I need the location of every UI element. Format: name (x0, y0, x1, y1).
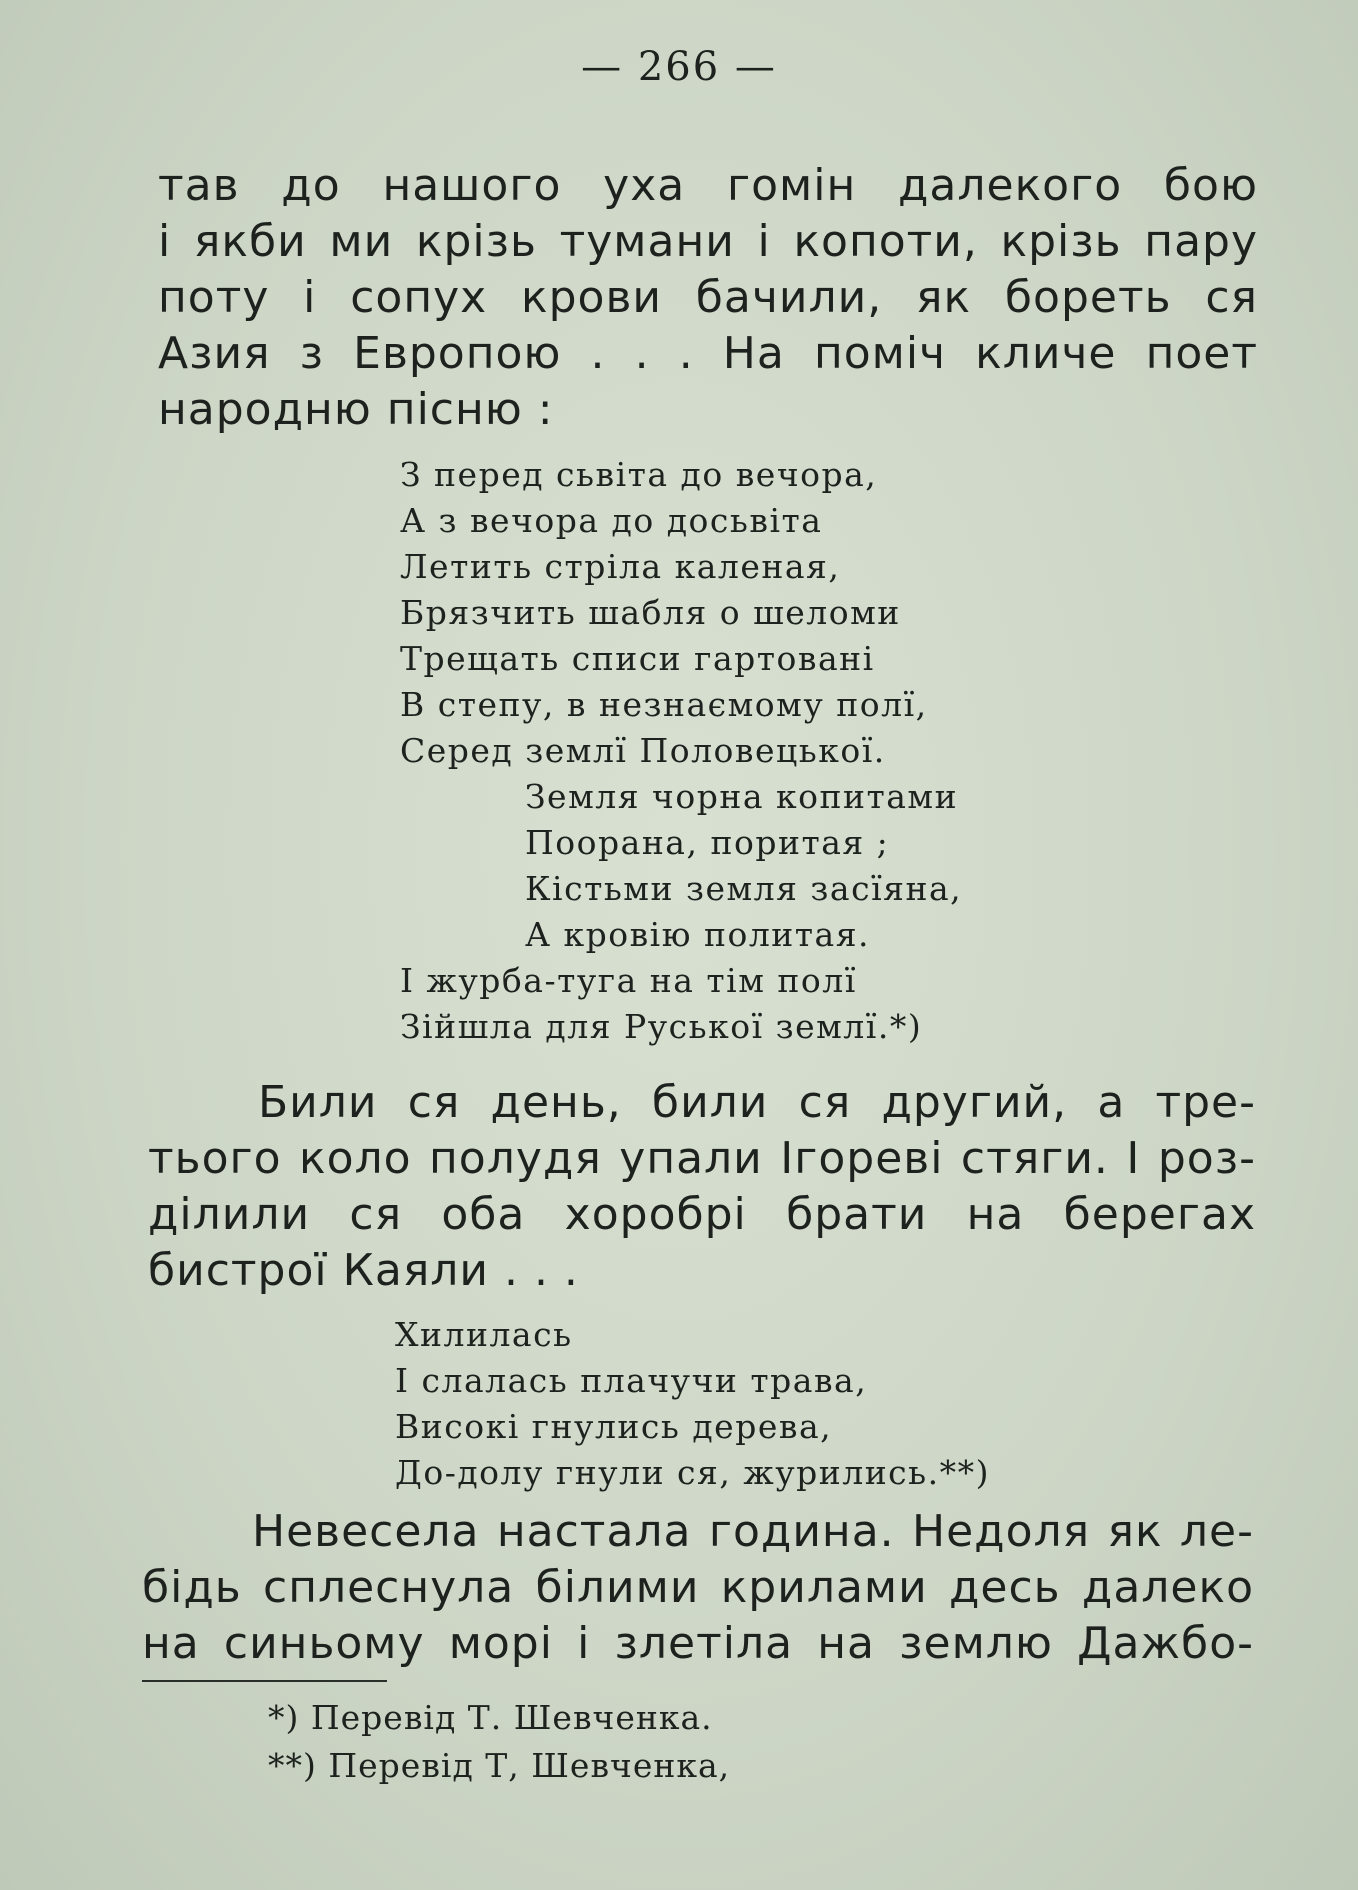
text-line: народню пісню : (158, 384, 554, 435)
verse-line: В степу, в незнаємому полї, (400, 685, 928, 724)
poem-excerpt-2 (395, 1312, 990, 1496)
verse-line: Високі гнулись дерева, (395, 1407, 833, 1446)
paragraph-1 (158, 158, 1258, 438)
verse-line: Поорана, поритая ; (525, 823, 890, 862)
text-line: бідь сплеснула білими крилами десь далеко (142, 1562, 1254, 1613)
text-line: тав до нашого уха гомін далекого бою (158, 160, 1258, 211)
verse-line: З перед сьвіта до вечора, (400, 455, 878, 494)
text-line: поту і сопух крови бачили, як бореть ся (158, 272, 1258, 323)
paragraph-2 (148, 1075, 1256, 1299)
paragraph-3 (142, 1504, 1254, 1672)
verse-line: Земля чорна копитами (525, 777, 959, 816)
text-line: на синьому морі і злетіла на землю Дажбо- (142, 1618, 1254, 1669)
footnotes (268, 1694, 730, 1790)
footnote: **) Перевід Т, Шевченка, (268, 1746, 731, 1785)
poem-excerpt-1 (400, 452, 962, 1050)
verse-line: Летить стріла каленая, (400, 547, 841, 586)
verse-line: Кістьми земля засїяна, (525, 869, 963, 908)
text-line: Невесела настала година. Недоля як ле- (252, 1506, 1254, 1557)
text-line: бистрої Каяли . . . (148, 1245, 579, 1296)
verse-line: Трещать списи гартовані (400, 639, 875, 678)
verse-line: А кровію политая. (525, 915, 871, 954)
verse-line: Хилилась (395, 1315, 573, 1354)
text-line: Азия з Европою . . . На поміч кличе поет (158, 328, 1258, 379)
footnote: *) Перевід Т. Шевченка. (268, 1698, 713, 1737)
verse-line: Брязчить шабля о шеломи (400, 593, 901, 632)
text-line: тього коло полудя упали Ігореві стяги. І роз- (148, 1133, 1256, 1184)
verse-line: До-долу гнули ся, журились.**) (395, 1453, 990, 1492)
text-line: ділили ся оба хоробрі брати на берегах (148, 1189, 1256, 1240)
text-line: Били ся день, били ся другий, а тре- (258, 1077, 1256, 1128)
verse-line: Зійшла для Руської землї.*) (400, 1007, 923, 1046)
page-number: — 266 — (581, 44, 777, 90)
verse-line: Серед землї Половецької. (400, 731, 886, 770)
footnote-divider (142, 1680, 387, 1682)
verse-line: І журба-туга на тім полї (400, 961, 857, 1000)
text-line: і якби ми крізь тумани і копоти, крізь пару (158, 216, 1258, 267)
verse-line: А з вечора до досьвіта (400, 501, 823, 540)
verse-line: І слалась плачучи трава, (395, 1361, 868, 1400)
